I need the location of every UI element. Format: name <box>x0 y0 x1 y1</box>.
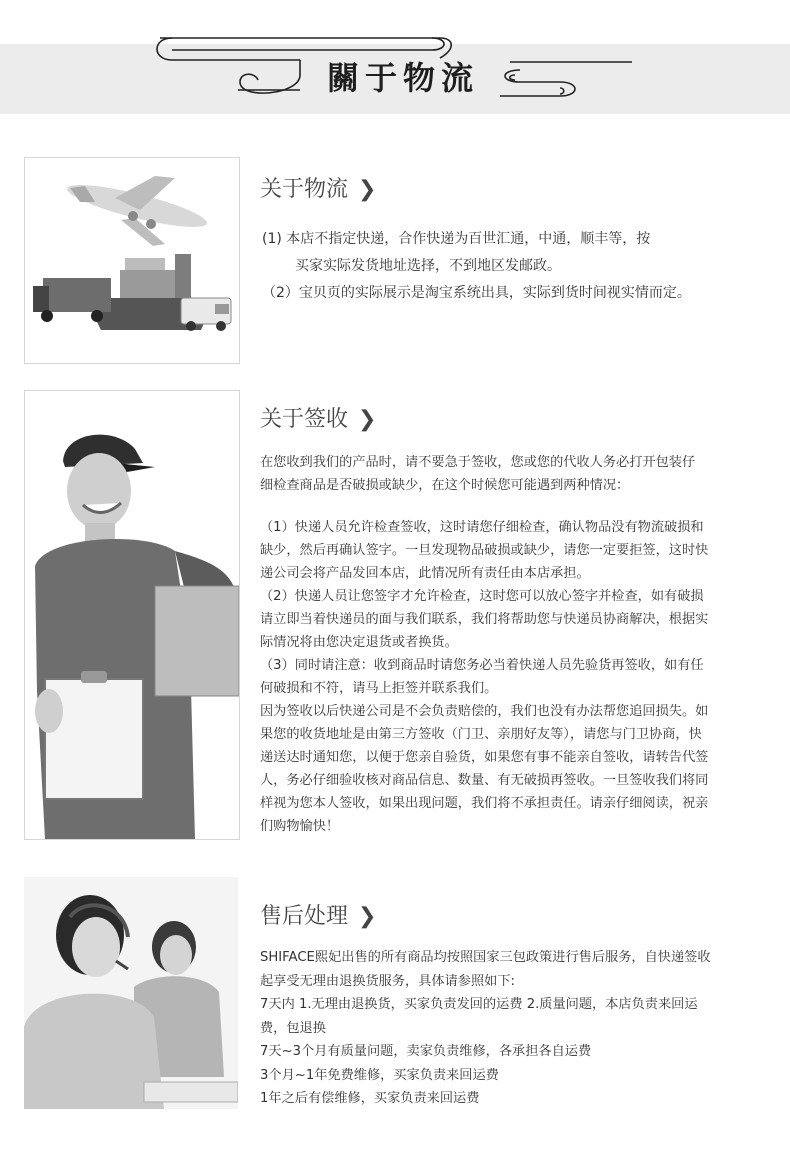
text-line: 缺少，然后再确认签字。一旦发现物品破损或缺少，请您一定要拒签，这时快 <box>260 543 709 558</box>
aftersales-title <box>260 902 376 932</box>
chevron-right-icon: ❯ <box>358 407 377 432</box>
text-line: (1) 本店不指定快递，合作快递为百世汇通，中通，顺丰等，按 <box>262 231 651 247</box>
customer-service-image <box>24 877 238 1109</box>
page-title: 關于物流 <box>326 59 479 97</box>
text-line: 7天内 1.无理由退换货，买家负责发回的运费 2.质量问题，本店负责来回运 <box>260 997 698 1012</box>
text-line: 在您收到我们的产品时，请不要急于签收，您或您的代收人务必打开包装仔 <box>260 455 696 470</box>
courier-image <box>24 390 240 840</box>
logistics-title-text: 关于物流 <box>260 177 349 202</box>
logistics-image <box>24 157 240 364</box>
text-line: 细检查商品是否破损或缺少，在这个时候您可能遇到两种情况： <box>260 478 630 493</box>
aftersales-title-text: 售后处理 <box>260 904 349 929</box>
logistics-title <box>260 175 376 205</box>
text-line: 请立即当着快递员的面与我们联系，我们将帮助您与快递员协商解决，根据实 <box>260 612 709 627</box>
signing-title <box>260 405 376 435</box>
text-line: 1年之后有偿维修，买家负责来回运费 <box>260 1091 480 1106</box>
signing-title-text: 关于签收 <box>260 407 349 432</box>
chevron-right-icon: ❯ <box>358 904 377 929</box>
text-line: 7天~3个月有质量问题，卖家负责维修，各承担各自运费 <box>260 1044 592 1059</box>
logistics-body <box>262 226 762 307</box>
text-line: （2）快递人员让您签字才允许检查，这时您可以放心签字并检查，如有破损 <box>260 589 704 604</box>
text-line: 因为签收以后快递公司是不会负责赔偿的，我们也没有办法帮您追回损失。如 <box>260 704 709 719</box>
text-line: 起享受无理由退换货服务，具体请参照如下: <box>260 973 516 989</box>
text-line: 际情况将由您决定退货或者换货。 <box>260 635 458 650</box>
signing-intro <box>260 451 770 497</box>
text-line: 样视为您本人签收，如果出现问题，我们将不承担责任。请亲仔细阅读，祝亲 <box>260 796 709 811</box>
text-line: 们购物愉快！ <box>260 819 340 834</box>
text-line: （2）宝贝页的实际展示是淘宝系统出具，实际到货时间视实情而定。 <box>262 285 691 301</box>
text-line: 递公司会将产品发回本店，此情况所有责任由本店承担。 <box>260 566 590 581</box>
text-line: 费，包退换 <box>260 1020 326 1036</box>
text-line: 果您的收货地址是由第三方签收（门卫、亲朋好友等），请您与门卫协商，快 <box>260 727 702 742</box>
text-line: 人，务必仔细验收核对商品信息、数量、有无破损再签收。一旦签收我们将同 <box>260 773 709 788</box>
text-line: SHIFACE熙妃出售的所有商品均按照国家三包政策进行售后服务，自快递签收 <box>260 950 711 965</box>
text-line: 3个月~1年免费维修，买家负责来回运费 <box>260 1067 499 1083</box>
aftersales-body <box>260 946 770 1111</box>
text-line: 买家实际发货地址选择，不到地区发邮政。 <box>295 258 561 274</box>
chevron-right-icon: ❯ <box>358 177 377 202</box>
signing-body <box>260 516 770 838</box>
text-line: 何破损和不符，请马上拒签并联系我们。 <box>260 681 498 696</box>
text-line: （3）同时请注意：收到商品时请您务必当着快递人员先验货再签收，如有任 <box>260 658 704 673</box>
text-line: 递送达时通知您，以便于您亲自验货，如果您有事不能亲自签收，请转告代签 <box>260 750 709 765</box>
text-line: （1）快递人员允许检查签收，这时请您仔细检查，确认物品没有物流破损和 <box>260 520 704 535</box>
